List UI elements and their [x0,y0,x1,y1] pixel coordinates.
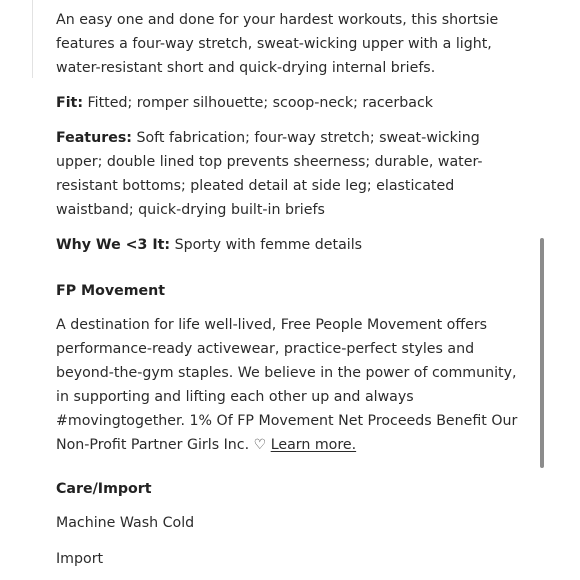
fp-movement-body [56,313,526,457]
import-origin: Import [56,551,104,567]
care-import-heading: Care/Import [56,481,152,497]
fp-movement-heading: FP Movement [56,283,166,299]
heart-icon: ♡ [253,437,267,453]
fit-label: Fit: [56,95,84,111]
why-text: Sporty with femme details [170,237,363,253]
divider-line [32,0,33,78]
fit-text: Fitted; romper silhouette; scoop-neck; racerback [83,95,433,111]
care-instructions: Machine Wash Cold [56,515,195,531]
features-label: Features: [56,130,132,146]
why-we-love-it-line [56,233,526,257]
description-intro: An easy one and done for your hardest workouts, this shortsie features a four-way stretch, sweat-wicking upper with a light, water-resistant short and quick-drying internal briefs. [56,12,499,76]
fp-movement-text: A destination for life well-lived, Free People Movement offers performance-ready activewear, practice-perfect styles and beyond-the-gym staples. We believe in the power of community, in supporting and lifting each other up and always #movingtogether. 1% Of FP Movement Net Proceeds Benefit Our Non-Profit Partner Girls Inc. [56,317,518,453]
scrollbar-thumb[interactable] [540,238,544,468]
features-line [56,126,526,222]
learn-more-link[interactable]: Learn more. [270,437,357,453]
features-text: Soft fabrication; four-way stretch; sweat-wicking upper; double lined top prevents sheerness; durable, water-resistant bottoms; pleated detail at side leg; elasticated waistband; quick-drying built-in briefs [56,130,483,218]
fit-line [56,91,526,115]
why-label: Why We <3 It: [56,237,171,253]
product-description [56,8,526,571]
